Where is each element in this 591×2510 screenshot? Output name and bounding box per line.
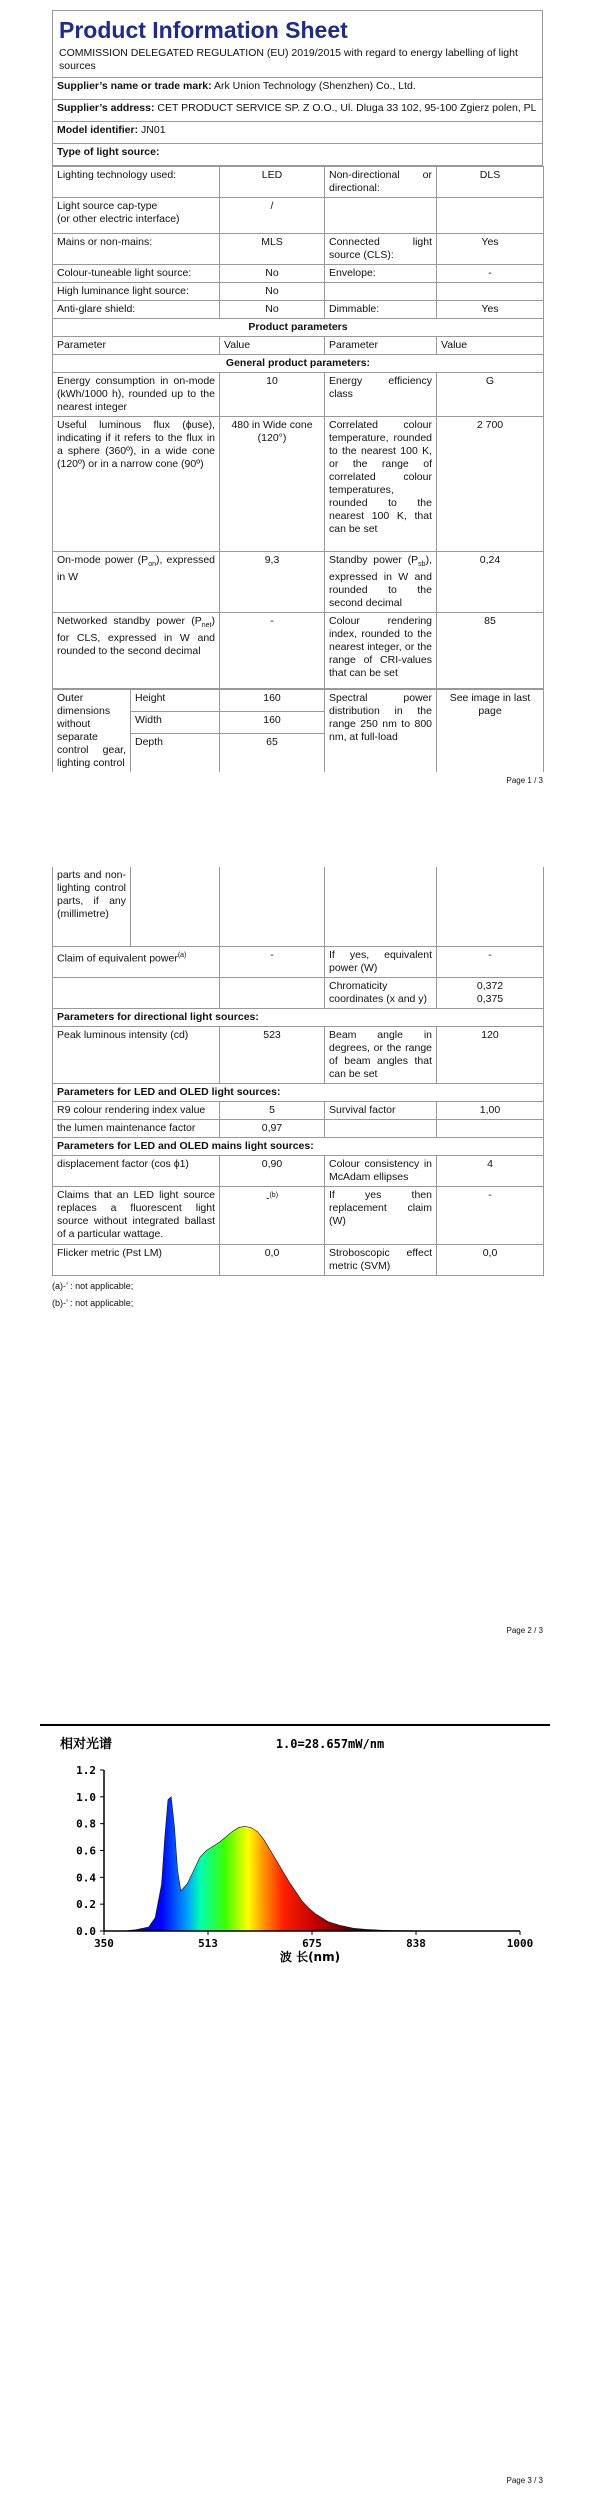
survival-value: 1,00: [437, 1101, 544, 1119]
envelope-value: -: [437, 265, 544, 283]
cap-type-label: Light source cap-type (or other electric interface): [53, 198, 220, 234]
page-title: Product Information Sheet: [59, 17, 348, 43]
tuneable-label: Colour-tuneable light source:: [53, 265, 220, 283]
spectral-value: See image in last page: [437, 690, 544, 773]
model-value: JN01: [141, 124, 166, 136]
claim-label-text: Claim of equivalent power: [57, 952, 178, 964]
flicker-label: Flicker metric (Pst LM): [53, 1244, 220, 1275]
continued-table: [52, 867, 544, 1276]
flux-label: Useful luminous flux (ϕuse), indicating if it refers to the flux in a sphere (360º), in a wide cone (120º) or in a narrow cone (90º): [53, 417, 220, 552]
lumen-value: 0,97: [220, 1119, 325, 1137]
high-lum-label: High luminance light source:: [53, 283, 220, 301]
directional-heading: Parameters for directional light sources:: [53, 1008, 544, 1026]
y-tick-label: 1.2: [76, 1764, 96, 1777]
regulation-text: COMMISSION DELEGATED REGULATION (EU) 2019/2015 with regard to energy labelling of light sources: [59, 47, 518, 72]
cap-type-value: /: [220, 198, 325, 234]
x-tick-label: 513: [198, 1937, 218, 1950]
disp-label: displacement factor (cos ϕ1): [53, 1155, 220, 1186]
outer-dim-label: Outer dimensions without separate control gear, lighting control: [53, 690, 131, 773]
outer-dim-cont: parts and non-lighting control parts, if any (millimetre): [53, 867, 131, 946]
beam-label: Beam angle in degrees, or the range of beam angles that can be set: [325, 1026, 437, 1083]
directional-value: DLS: [437, 167, 544, 198]
empty-cell: [131, 867, 220, 946]
survival-label: Survival factor: [325, 1101, 437, 1119]
chart-annotation: 1.0=28.657mW/nm: [275, 1737, 385, 1751]
model-label: Model identifier:: [57, 124, 139, 136]
dimmable-value: Yes: [437, 301, 544, 319]
x-tick-label: 675: [302, 1937, 322, 1950]
directional-label: Non-directional or directional:: [325, 167, 437, 198]
info-sheet: [52, 10, 543, 772]
height-label: Height: [131, 690, 220, 712]
dimmable-label: Dimmable:: [325, 301, 437, 319]
chart-title: 相对光谱: [60, 1737, 113, 1752]
footnote-b: (b)-’ : not applicable;: [52, 1297, 134, 1308]
cls-label: Connected light source (CLS):: [325, 234, 437, 265]
tuneable-value: No: [220, 265, 325, 283]
consist-label: Colour consistency in McAdam ellipses: [325, 1155, 437, 1186]
y-tick-label: 1.0: [76, 1790, 96, 1804]
ifyes2-value: -: [437, 1186, 544, 1244]
col-param-1: Parameter: [53, 337, 220, 355]
width-value: 160: [220, 712, 325, 734]
ifyes2-label: If yes then replacement claim (W): [325, 1186, 437, 1244]
flux-value: 480 in Wide cone (120°): [220, 417, 325, 552]
address-label: Supplier’s address:: [57, 102, 155, 114]
claims-value: [220, 1186, 325, 1244]
x-tick-label: 838: [406, 1937, 426, 1950]
dimensions-table: [52, 689, 544, 772]
mains-heading: Parameters for LED and OLED mains light sources:: [53, 1137, 544, 1155]
col-param-2: Parameter: [325, 337, 437, 355]
page-number: Page 1 / 3: [506, 776, 543, 785]
y-tick-label: 0.6: [76, 1844, 96, 1858]
address-value: CET PRODUCT SERVICE SP. Z O.O., Ul. Dluga 33 102, 95-100 Zgierz polen, PL: [157, 102, 537, 114]
mains-label: Mains or non-mains:: [53, 234, 220, 265]
claims-value-text: -: [265, 1192, 270, 1204]
claim-footnote: (a): [177, 951, 187, 959]
empty-cell: [325, 1119, 437, 1137]
r9-value: 5: [220, 1101, 325, 1119]
product-params-heading: Product parameters: [53, 319, 544, 337]
empty-cell: [437, 283, 544, 301]
onmode-value: 9,3: [220, 552, 325, 613]
footnote-a: (a)-’ : not applicable;: [52, 1280, 134, 1291]
efficiency-value: G: [437, 373, 544, 417]
netstandby-value: -: [220, 613, 325, 689]
standby-value: 0,24: [437, 552, 544, 613]
y-tick-label: 0.0: [76, 1925, 96, 1938]
spectral-label: Spectral power distribution in the range 250 nm to 800 nm, at full-load: [325, 690, 437, 773]
ifyes-label: If yes, equivalent power (W): [325, 946, 437, 977]
chroma-value: 0,372 0,375: [437, 977, 544, 1008]
col-value-1: Value: [220, 337, 325, 355]
anti-glare-label: Anti-glare shield:: [53, 301, 220, 319]
standby-label: Standby power $(P_{sb})$, expressed in W and rounded to the second decimal: [325, 552, 437, 613]
consist-value: 4: [437, 1155, 544, 1186]
led-heading: Parameters for LED and OLED light sources:: [53, 1083, 544, 1101]
claims-footnote: (b): [269, 1191, 279, 1199]
lumen-label: the lumen maintenance factor: [53, 1119, 220, 1137]
cct-value: 2 700: [437, 417, 544, 552]
spectrum-chart: [0, 1720, 591, 1980]
strobo-value: 0,0: [437, 1244, 544, 1275]
tech-value: LED: [220, 167, 325, 198]
claims-label: Claims that an LED light source replaces a fluorescent light source without integrated ballast of a particular wattage.: [53, 1186, 220, 1244]
empty-cell: [325, 283, 437, 301]
general-params-heading: General product parameters:: [53, 355, 544, 373]
spectrum-area: [104, 1797, 520, 1931]
header-table: [52, 10, 543, 166]
empty-cell: [220, 977, 325, 1008]
mains-value: MLS: [220, 234, 325, 265]
empty-cell: [220, 867, 325, 946]
cct-label: Correlated colour temperature, rounded to the nearest 100 K, or the range of correlated colour temperatures, rounded to the nearest 100 K, that can be set: [325, 417, 437, 552]
anti-glare-value: No: [220, 301, 325, 319]
info-sheet-continued: [52, 867, 543, 1310]
depth-label: Depth: [131, 734, 220, 773]
page-2: [0, 800, 591, 1660]
width-label: Width: [131, 712, 220, 734]
efficiency-label: Energy efficiency class: [325, 373, 437, 417]
ifyes-value: -: [437, 946, 544, 977]
chroma-label: Chromaticity coordinates (x and y): [325, 977, 437, 1008]
x-tick-label: 350: [94, 1937, 114, 1950]
strobo-label: Stroboscopic effect metric (SVM): [325, 1244, 437, 1275]
claim-value: -: [220, 946, 325, 977]
onmode-label: On-mode power $(P_{on})$, expressed in W: [53, 552, 220, 613]
page-1: [0, 0, 591, 800]
energy-value: 10: [220, 373, 325, 417]
y-tick-label: 0.8: [76, 1817, 96, 1831]
page-3: [0, 1660, 591, 2510]
x-axis-label: 波 长(nm): [279, 1950, 341, 1964]
height-value: 160: [220, 690, 325, 712]
flicker-value: 0,0: [220, 1244, 325, 1275]
empty-cell: [437, 1119, 544, 1137]
peak-value: 523: [220, 1026, 325, 1083]
y-tick-label: 0.4: [76, 1871, 96, 1885]
energy-label: Energy consumption in on-mode (kWh/1000 h), rounded up to the nearest integer: [53, 373, 220, 417]
page-number: Page 3 / 3: [506, 2476, 543, 2485]
peak-label: Peak luminous intensity (cd): [53, 1026, 220, 1083]
depth-value: 65: [220, 734, 325, 773]
claim-label: [53, 946, 220, 977]
cls-value: Yes: [437, 234, 544, 265]
col-value-2: Value: [437, 337, 544, 355]
type-label: Type of light source:: [57, 146, 160, 158]
r9-label: R9 colour rendering index value: [53, 1101, 220, 1119]
disp-value: 0,90: [220, 1155, 325, 1186]
x-tick-label: 1000: [506, 1937, 534, 1950]
netstandby-label: Networked standby power $(P_{net})$ for CLS, expressed in W and rounded to the second decimal: [53, 613, 220, 689]
high-lum-value: No: [220, 283, 325, 301]
supplier-value: Ark Union Technology (Shenzhen) Co., Ltd.: [213, 80, 416, 92]
empty-cell: [53, 977, 220, 1008]
page-number: Page 2 / 3: [506, 1626, 543, 1635]
type-table: [52, 166, 544, 689]
supplier-label: Supplier’s name or trade mark:: [57, 80, 212, 92]
beam-value: 120: [437, 1026, 544, 1083]
empty-cell: [325, 198, 437, 234]
cri-label: Colour rendering index, rounded to the nearest integer, or the range of CRI-values that can be set: [325, 613, 437, 689]
empty-cell: [437, 198, 544, 234]
cri-value: 85: [437, 613, 544, 689]
y-tick-label: 0.2: [76, 1898, 96, 1912]
tech-label: Lighting technology used:: [53, 167, 220, 198]
empty-cell: [325, 867, 437, 946]
empty-cell: [437, 867, 544, 946]
envelope-label: Envelope:: [325, 265, 437, 283]
